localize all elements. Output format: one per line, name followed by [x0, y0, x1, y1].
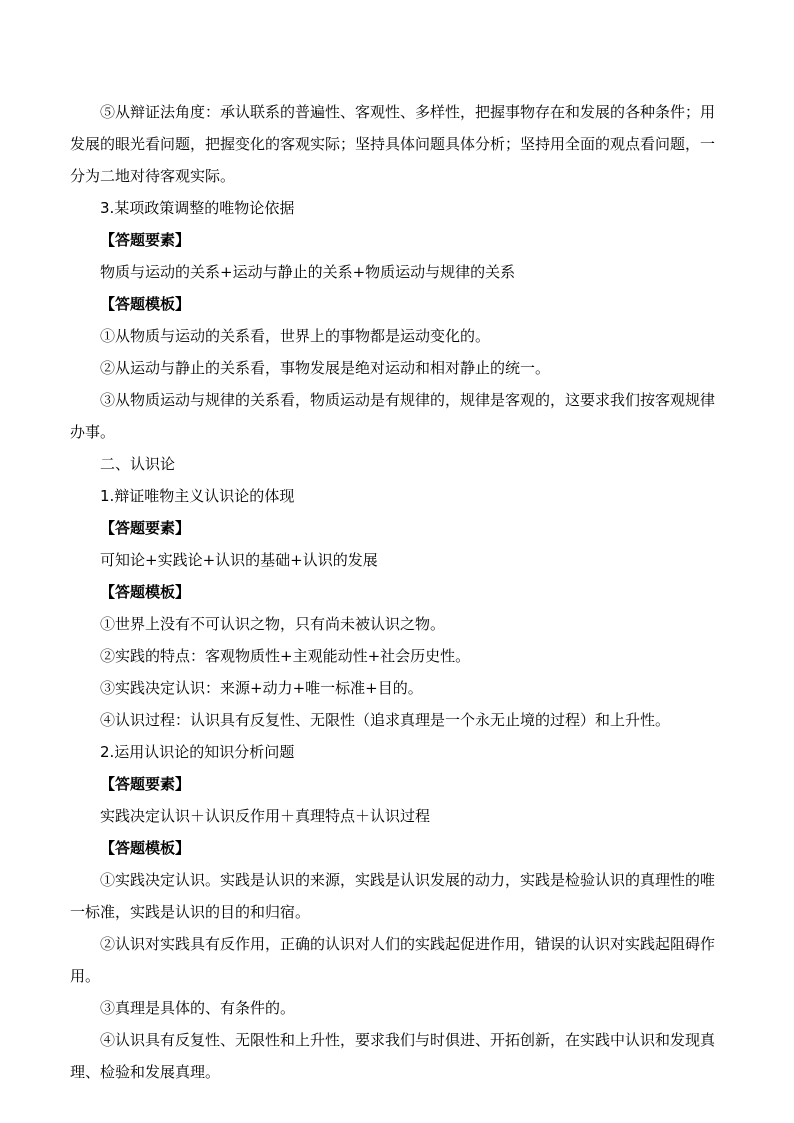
paragraph-dialectics-viewpoint: ⑤从辩证法角度：承认联系的普遍性、客观性、多样性，把握事物存在和发展的各种条件；用发展的眼光看问题，把握变化的客观实际；坚持具体问题具体分析；坚持用全面的观点看问题，一分为二地对待客观实际。 [70, 103, 716, 185]
paragraph-apply-item-2: ②认识对实践具有反作用，正确的认识对人们的实践起促进作用，错误的认识对实践起阻碍作用。 [70, 935, 716, 985]
label-answer-template: 【答题模板】 [100, 583, 191, 601]
label-answer-elements: 【答题要素】 [100, 231, 191, 249]
paragraph-epistemology-item-1: ①世界上没有不可认识之物，只有尚未被认识之物。 [100, 615, 446, 633]
section-title-dialectical-epistemology: 1.辩证唯物主义认识论的体现 [100, 487, 295, 505]
paragraph-apply-item-4: ④认识具有反复性、无限性和上升性，要求我们与时俱进、开拓创新，在实践中认识和发现真理、检验和发展真理。 [70, 1031, 716, 1081]
paragraph-epistemology-item-2: ②实践的特点：客观物质性+主观能动性+社会历史性。 [100, 647, 471, 665]
label-answer-template: 【答题模板】 [100, 839, 191, 857]
section-title-policy-materialism: 3.某项政策调整的唯物论依据 [100, 199, 295, 217]
paragraph-apply-item-3: ③真理是具体的、有条件的。 [100, 999, 296, 1017]
section-title-epistemology: 二、认识论 [100, 455, 176, 473]
paragraph-template-item-3: ③从物质运动与规律的关系看，物质运动是有规律的，规律是客观的，这要求我们按客观规律办事。 [70, 391, 716, 441]
paragraph-elements-epistemology: 可知论+实践论+认识的基础+认识的发展 [100, 551, 378, 569]
label-answer-elements: 【答题要素】 [100, 775, 191, 793]
paragraph-epistemology-item-4: ④认识过程：认识具有反复性、无限性（追求真理是一个永无止境的过程）和上升性。 [100, 711, 671, 729]
label-answer-elements: 【答题要素】 [100, 519, 191, 537]
paragraph-elements-apply: 实践决定认识＋认识反作用＋真理特点＋认识过程 [100, 807, 431, 825]
paragraph-apply-item-1: ①实践决定认识。实践是认识的来源，实践是认识发展的动力，实践是检验认识的真理性的唯一标准，实践是认识的目的和归宿。 [70, 871, 716, 921]
paragraph-elements-materialism: 物质与运动的关系+运动与静止的关系+物质运动与规律的关系 [100, 263, 516, 281]
paragraph-epistemology-item-3: ③实践决定认识：来源+动力+唯一标准+目的。 [100, 679, 423, 697]
paragraph-template-item-1: ①从物质与运动的关系看，世界上的事物都是运动变化的。 [100, 327, 491, 345]
section-title-apply-epistemology: 2.运用认识论的知识分析问题 [100, 743, 295, 761]
label-answer-template: 【答题模板】 [100, 295, 191, 313]
paragraph-template-item-2: ②从运动与静止的关系看，事物发展是绝对运动和相对静止的统一。 [100, 359, 551, 377]
